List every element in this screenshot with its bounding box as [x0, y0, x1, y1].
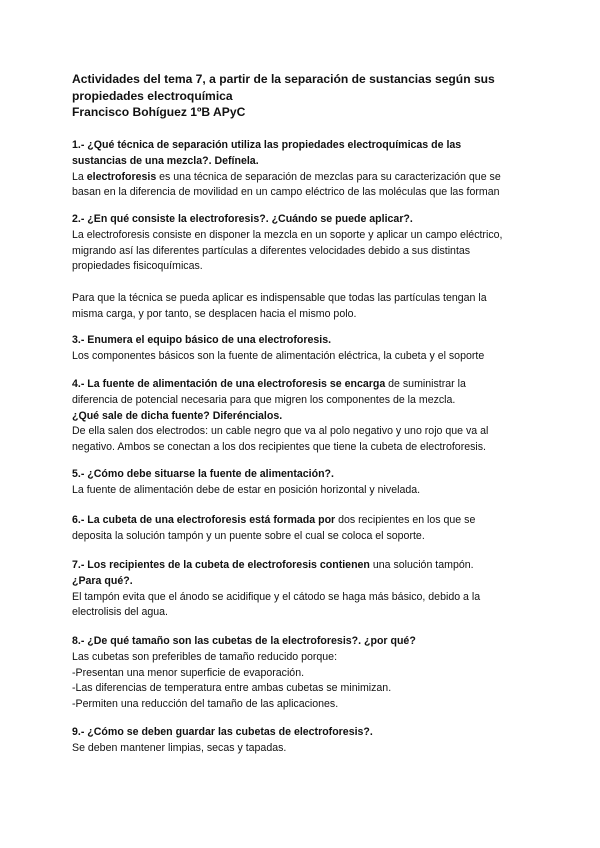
question-1-text-cont: sustancias de una mezcla?. Defínela.: [72, 154, 259, 167]
answer-4-line-2: negativo. Ambos se conectan a los dos recipientes que tiene la cubeta de electroforesis.: [72, 441, 486, 454]
question-4: [72, 377, 542, 456]
question-6-bold: 6.- La cubeta de una electroforesis está formada por: [72, 514, 336, 526]
question-1: [72, 138, 542, 201]
document-title-line-1: Actividades del tema 7, a partir de la separación de sustancias según sus: [72, 72, 495, 86]
answer-1-line-1: [72, 170, 542, 186]
answer-2-line-3: propiedades fisicoquímicas.: [72, 260, 203, 273]
question-6: [72, 513, 542, 545]
question-6-line-2: deposita la solución tampón y un puente sobre el cual se coloca el soporte.: [72, 529, 425, 542]
question-8: [72, 634, 542, 713]
document-header: [72, 71, 532, 121]
question-7-bold: 7.- Los recipientes de la cubeta de electroforesis contienen: [72, 559, 370, 571]
question-3-text: 3.- Enumera el equipo básico de una electroforesis.: [72, 334, 332, 346]
answer-1-post: es una técnica de separación de mezclas para su caracterización que se: [156, 170, 501, 183]
answer-8-line-3: -Las diferencias de temperatura entre ambas cubetas se minimizan.: [72, 682, 392, 695]
answer-2-spacer: [72, 275, 542, 291]
answer-2-line-5: misma carga, y por tanto, se desplacen hacia el mismo polo.: [72, 307, 357, 320]
answer-1-line-2: basan en la diferencia de movilidad en un campo eléctrico de las moléculas que las forman: [72, 186, 500, 199]
question-2-text: 2.- ¿En qué consiste la electroforesis?. ¿Cuándo se puede aplicar?.: [72, 213, 413, 225]
question-4-line-1: [72, 377, 542, 393]
question-9: [72, 725, 542, 757]
answer-8-line-1: Las cubetas son preferibles de tamaño reducido porque:: [72, 650, 338, 663]
question-8-text: 8.- ¿De qué tamaño son las cubetas de la electroforesis?. ¿por qué?: [72, 635, 416, 647]
answer-4-line-1: De ella salen dos electrodos: un cable negro que va al polo negativo y uno rojo que va al: [72, 425, 489, 438]
answer-8-line-2: -Presentan una menor superficie de evaporación.: [72, 666, 305, 679]
answer-2-line-4: Para que la técnica se pueda aplicar es indispensable que todas las partículas tengan la: [72, 291, 487, 304]
question-6-post: dos recipientes en los que se: [335, 514, 476, 526]
question-7-post: una solución tampón.: [369, 559, 474, 571]
question-7-line-1: [72, 558, 542, 574]
question-2: [72, 212, 542, 323]
answer-5-line-1: La fuente de alimentación debe de estar en posición horizontal y nivelada.: [72, 483, 421, 496]
answer-2-line-1: La electroforesis consiste en disponer la mezcla en un soporte y aplicar un campo eléctrico,: [72, 228, 503, 241]
question-7: [72, 558, 542, 621]
answer-1-keyword: electroforesis: [86, 170, 157, 183]
answer-8-line-4: -Permiten una reducción del tamaño de las aplicaciones.: [72, 698, 339, 711]
answer-1-pre: La: [72, 170, 87, 183]
answer-2-line-2: migrando así las diferentes partículas a diferentes velocidades debido a sus distintas: [72, 244, 471, 257]
question-4-bold: 4.- La fuente de alimentación de una electroforesis se encarga: [72, 378, 386, 390]
question-4-line-2: diferencia de potencial necesaria para que migren los componentes de la mezcla.: [72, 393, 456, 406]
answer-7-line-2: electrolisis del agua.: [72, 606, 168, 619]
question-9-text: 9.- ¿Cómo se deben guardar las cubetas de electroforesis?.: [72, 726, 373, 738]
document-title-line-2: propiedades electroquímica: [72, 88, 233, 103]
question-4-line-3: ¿Qué sale de dicha fuente? Diferéncialos.: [72, 409, 283, 422]
document-author: Francisco Bohíguez 1ºB APyC: [72, 105, 246, 119]
answer-9-line-1: Se deben mantener limpias, secas y tapadas.: [72, 741, 287, 754]
answer-3-line-1: Los componentes básicos son la fuente de alimentación eléctrica, la cubeta y el soporte: [72, 349, 485, 362]
question-6-line-1: [72, 513, 542, 529]
question-5: [72, 467, 542, 499]
question-7-line-2: ¿Para qué?.: [72, 574, 133, 587]
question-4-post: de suministrar la: [385, 378, 466, 390]
question-5-text: 5.- ¿Cómo debe situarse la fuente de alimentación?.: [72, 468, 334, 480]
question-1-text: 1.- ¿Qué técnica de separación utiliza las propiedades electroquímicas de las: [72, 139, 462, 151]
answer-7-line-1: El tampón evita que el ánodo se acidifique y el cátodo se haga más básico, debido a la: [72, 590, 481, 603]
question-3: [72, 333, 542, 365]
